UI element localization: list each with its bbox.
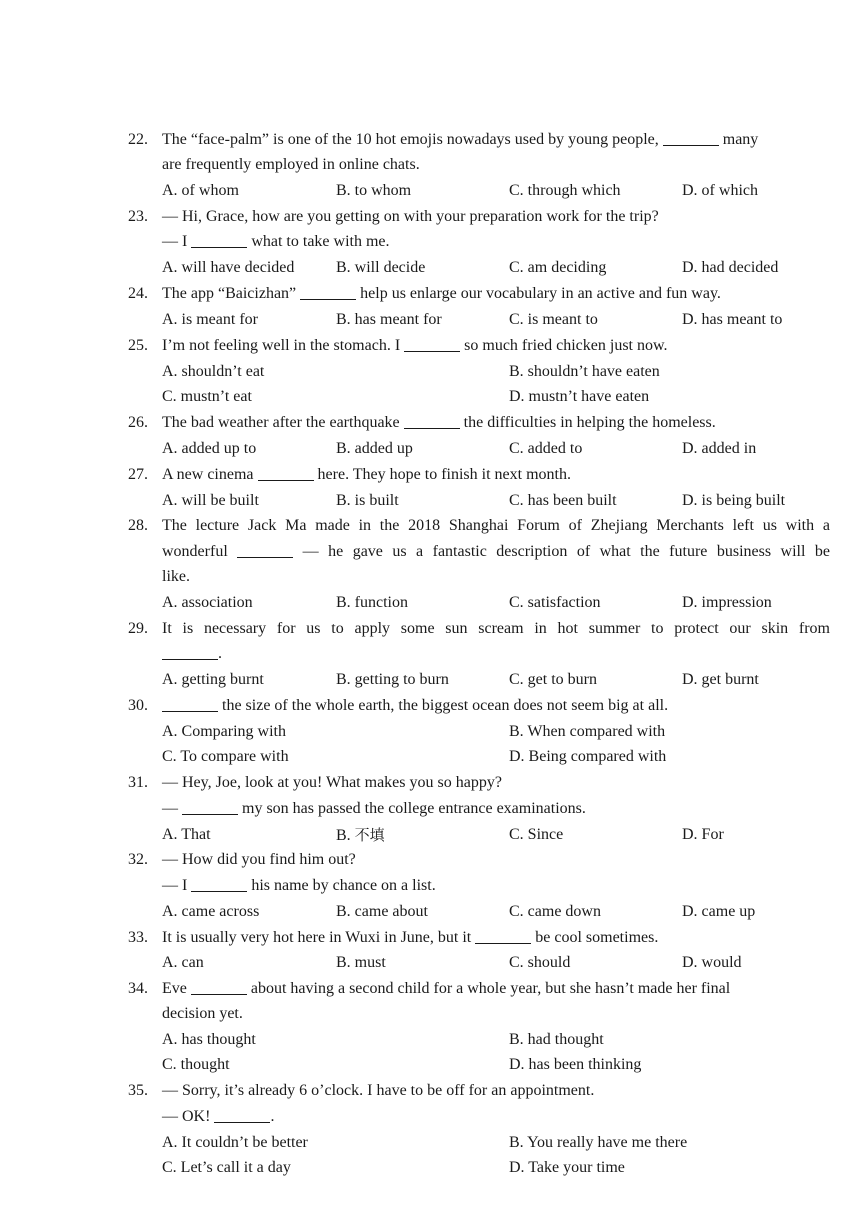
question-number: 28. [128, 517, 148, 534]
answer-option[interactable]: D. had decided [682, 259, 779, 276]
answer-option[interactable]: D. would [682, 954, 742, 971]
question-number: 27. [128, 466, 148, 483]
answer-option[interactable]: D. has meant to [682, 311, 783, 328]
question-stem-line: I’m not feeling well in the stomach. I so much fried chicken just now. [162, 337, 668, 354]
question-stem-line: wonderful — he gave us a fantastic description of what the future business will be [162, 543, 830, 560]
question-number: 24. [128, 285, 148, 302]
answer-blank [300, 284, 356, 300]
answer-option[interactable]: B. had thought [509, 1031, 604, 1048]
answer-option[interactable]: A. Comparing with [162, 723, 286, 740]
question-number: 31. [128, 774, 148, 791]
answer-blank [191, 232, 247, 248]
question-number: 30. [128, 697, 148, 714]
question-stem-line: — Hi, Grace, how are you getting on with your preparation work for the trip? [162, 208, 659, 225]
question-number: 35. [128, 1082, 148, 1099]
question-number: 22. [128, 131, 148, 148]
answer-option[interactable]: D. mustn’t have eaten [509, 388, 650, 405]
answer-option[interactable]: B. came about [336, 903, 428, 920]
answer-option[interactable]: A. getting burnt [162, 671, 264, 688]
answer-option[interactable]: A. of whom [162, 182, 239, 199]
answer-option[interactable]: C. get to burn [509, 671, 597, 688]
answer-blank [182, 799, 238, 815]
answer-option[interactable]: C. satisfaction [509, 594, 601, 611]
answer-option[interactable]: D. get burnt [682, 671, 759, 688]
answer-option[interactable]: B. has meant for [336, 311, 442, 328]
answer-option[interactable]: C. is meant to [509, 311, 598, 328]
answer-option[interactable]: D. Take your time [509, 1159, 625, 1176]
answer-option[interactable]: B. shouldn’t have eaten [509, 363, 660, 380]
answer-option[interactable]: B. will decide [336, 259, 426, 276]
answer-option[interactable]: C. should [509, 954, 571, 971]
answer-option[interactable]: C. through which [509, 182, 621, 199]
question-stem-line: — OK! . [162, 1108, 275, 1125]
answer-blank [162, 696, 218, 712]
question-stem-line: . [162, 644, 222, 664]
question-stem-line: Eve about having a second child for a whole year, but she hasn’t made her final [162, 980, 731, 997]
question-stem-line: The bad weather after the earthquake the difficulties in helping the homeless. [162, 414, 716, 431]
question-stem-line: — Sorry, it’s already 6 o’clock. I have to be off for an appointment. [162, 1082, 595, 1099]
answer-option[interactable]: B. When compared with [509, 723, 666, 740]
answer-option[interactable]: A. association [162, 594, 253, 611]
question-number: 34. [128, 980, 148, 997]
answer-option[interactable]: D. of which [682, 182, 758, 199]
answer-option[interactable]: C. thought [162, 1056, 230, 1073]
answer-option[interactable]: C. Let’s call it a day [162, 1159, 291, 1176]
answer-option[interactable]: B. to whom [336, 182, 412, 199]
answer-option[interactable]: B. You really have me there [509, 1134, 688, 1151]
answer-option[interactable]: C. has been built [509, 492, 617, 509]
answer-option[interactable]: B. added up [336, 440, 413, 457]
question-number: 26. [128, 414, 148, 431]
question-stem-line: decision yet. [162, 1005, 243, 1022]
question-stem-line: the size of the whole earth, the biggest ocean does not seem big at all. [162, 696, 668, 716]
answer-blank [404, 413, 460, 429]
answer-option[interactable]: B. must [336, 954, 386, 971]
answer-blank [162, 644, 218, 660]
question-stem-line: like. [162, 568, 190, 585]
question-stem-line: are frequently employed in online chats. [162, 156, 420, 173]
answer-blank [237, 542, 293, 558]
answer-option[interactable]: D. impression [682, 594, 772, 611]
question-stem-line: The “face-palm” is one of the 10 hot emojis nowadays used by young people, many [162, 131, 759, 148]
question-stem-line: A new cinema here. They hope to finish it next month. [162, 466, 571, 483]
question-number: 29. [128, 620, 148, 637]
answer-option[interactable]: D. came up [682, 903, 756, 920]
question-number: 23. [128, 208, 148, 225]
answer-option[interactable]: A. It couldn’t be better [162, 1134, 308, 1151]
answer-option[interactable]: A. That [162, 826, 211, 843]
question-stem-line: — my son has passed the college entrance examinations. [162, 800, 586, 817]
answer-option[interactable]: B. 不填 [336, 826, 385, 844]
answer-option[interactable]: A. has thought [162, 1031, 256, 1048]
question-number: 32. [128, 851, 148, 868]
answer-option[interactable]: D. has been thinking [509, 1056, 642, 1073]
question-stem-line: — I his name by chance on a list. [162, 877, 436, 894]
answer-option[interactable]: C. added to [509, 440, 583, 457]
answer-blank [258, 465, 314, 481]
question-stem-line: — How did you find him out? [162, 851, 356, 868]
answer-blank [404, 336, 460, 352]
answer-blank [191, 979, 247, 995]
question-stem-line: It is necessary for us to apply some sun scream in hot summer to protect our skin from [162, 620, 830, 637]
answer-option[interactable]: A. will be built [162, 492, 259, 509]
question-number: 25. [128, 337, 148, 354]
answer-option[interactable]: C. Since [509, 826, 564, 843]
question-stem-line: The app “Baicizhan” help us enlarge our vocabulary in an active and fun way. [162, 285, 721, 302]
answer-option[interactable]: D. added in [682, 440, 757, 457]
answer-blank [214, 1107, 270, 1123]
answer-blank [191, 876, 247, 892]
question-number: 33. [128, 929, 148, 946]
question-stem-line: — Hey, Joe, look at you! What makes you so happy? [162, 774, 502, 791]
answer-option[interactable]: A. shouldn’t eat [162, 363, 265, 380]
answer-option[interactable]: D. For [682, 826, 724, 843]
answer-option[interactable]: A. added up to [162, 440, 257, 457]
answer-option[interactable]: A. came across [162, 903, 260, 920]
question-stem-line: It is usually very hot here in Wuxi in June, but it be cool sometimes. [162, 929, 659, 946]
answer-option[interactable]: A. can [162, 954, 204, 971]
answer-option[interactable]: C. am deciding [509, 259, 607, 276]
answer-option[interactable]: B. is built [336, 492, 399, 509]
answer-blank [475, 928, 531, 944]
answer-option[interactable]: C. mustn’t eat [162, 388, 252, 405]
question-stem-line: — I what to take with me. [162, 233, 390, 250]
answer-option[interactable]: D. Being compared with [509, 748, 667, 765]
answer-option[interactable]: B. getting to burn [336, 671, 449, 688]
answer-blank [663, 130, 719, 146]
answer-option[interactable]: C. came down [509, 903, 601, 920]
answer-option[interactable]: A. is meant for [162, 311, 258, 328]
option-chinese-text: 不填 [354, 826, 385, 844]
answer-option[interactable]: B. function [336, 594, 408, 611]
answer-option[interactable]: C. To compare with [162, 748, 289, 765]
answer-option[interactable]: A. will have decided [162, 259, 295, 276]
question-stem-line: The lecture Jack Ma made in the 2018 Shanghai Forum of Zhejiang Merchants left us with a [162, 517, 830, 534]
answer-option[interactable]: D. is being built [682, 492, 786, 509]
